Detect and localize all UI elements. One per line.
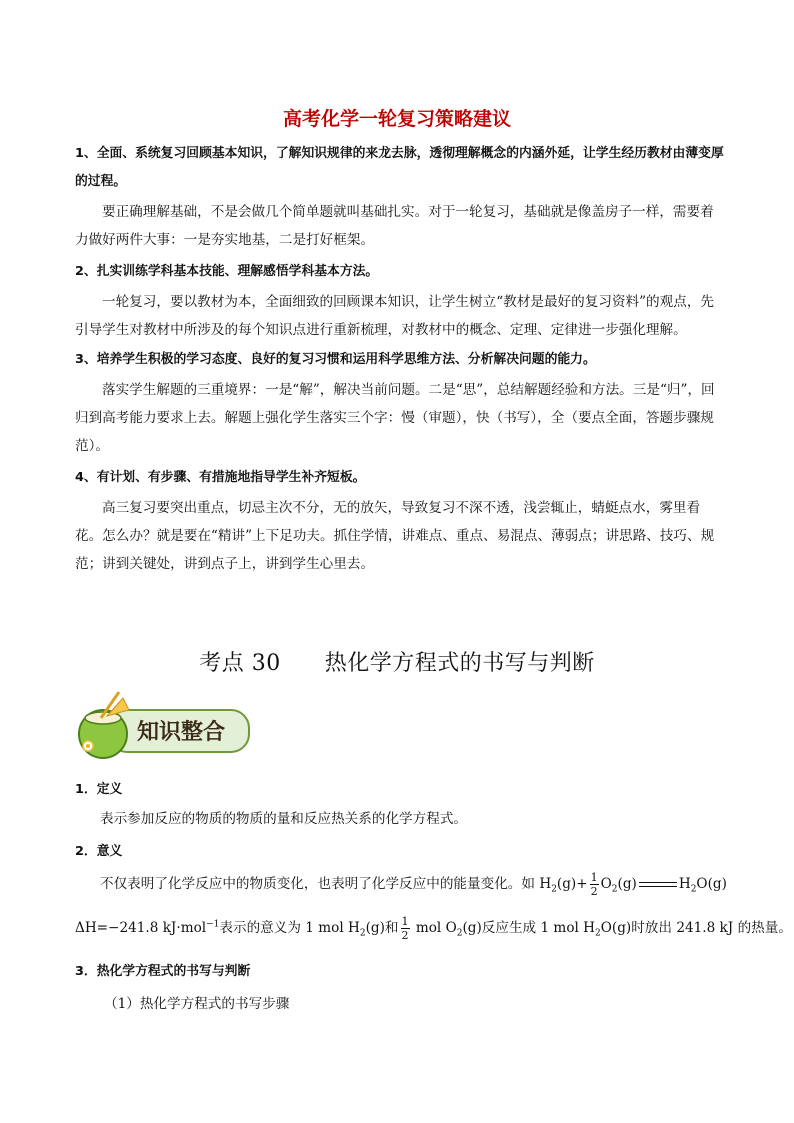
strategy-heading-2: 2、扎实训练学科基本技能、理解感悟学科基本方法。 <box>75 264 379 279</box>
strategy-body-2: 一轮复习，要以教材为本，全面细致的回顾课本知识，让学生树立“教材是最好的复习资料”的观点，先引导学生对教材中所涉及的每个知识点进行重新梳理，对教材中的概念、定理、定律进一步强化理解。 <box>75 294 715 338</box>
section-3-heading: 3．热化学方程式的书写与判断 <box>75 964 251 979</box>
flower-center <box>86 744 90 748</box>
badge-label: 知识整合 <box>136 720 226 745</box>
strategy-heading-1: 1、全面、系统复习回顾基本知识，了解知识规律的来龙去脉，透彻理解概念的内涵外延，让学生经历教材由薄变厚的过程。 <box>75 146 724 189</box>
strategy-body-4: 高三复习要突出重点，切忌主次不分，无的放矢，导致复习不深不透，浅尝辄止，蜻蜓点水，雾里看花。怎么办？就是要在“精讲”上下足功夫。抓住学情，讲难点、重点、易混点、薄弱点；讲思路、技巧、规范；讲到关键处，讲到点子上，讲到学生心里去。 <box>75 500 715 572</box>
topic-name: 热化学方程式的书写与判断 <box>324 651 595 676</box>
section-1-heading: 1．定义 <box>75 782 123 797</box>
topic-number: 考点 30 <box>199 651 281 676</box>
section-1-body: 表示参加反应的物质的物质的量和反应热关系的化学方程式。 <box>100 811 468 827</box>
strategy-heading-4: 4、有计划、有步骤、有措施地指导学生补齐短板。 <box>75 470 366 485</box>
strategy-heading-3: 3、培养学生积极的学习态度、良好的复习习惯和运用科学思维方法、分析解决问题的能力。 <box>75 352 596 367</box>
topic-title <box>0 646 794 677</box>
section-3-subheading: （1）热化学方程式的书写步骤 <box>104 996 290 1012</box>
strategy-body-3: 落实学生解题的三重境界：一是“解”，解决当前问题。二是“思”，总结解题经验和方法。三是“归”，回归到高考能力要求上去。解题上强化学生落实三个字：慢（审题），快（书写），全（要点全面，答题步骤规范）。 <box>75 382 715 454</box>
knowledge-badge <box>71 688 256 762</box>
section-2-heading: 2．意义 <box>75 844 123 859</box>
meaning-line-1: 不仅表明了化学反应中的物质变化，也表明了化学反应中的能量变化。如 $H_2(g)+$ $\frac{1}{2}$ $O_2(g)$ $H_2O(g)$ <box>100 871 727 898</box>
fraction-half-2: $\frac{1}{2}$ <box>401 915 409 942</box>
fraction-half: $\frac{1}{2}$ <box>590 871 598 898</box>
equation-arrow <box>639 882 677 887</box>
page-title: 高考化学一轮复习策略建议 <box>282 108 511 130</box>
meaning-line-2: ΔH=−241.8 kJ·mol$^{-1}$表示的意义为 1 mol $H_2(g)$和 $\frac{1}{2}$ mol $O_2(g)$反应生成 1 mol $H_2O(g)$时放出 241.8 kJ 的热量。 <box>75 915 792 942</box>
strategy-body-1: 要正确理解基础，不是会做几个简单题就叫基础扎实。对于一轮复习，基础就是像盖房子一样，需要着力做好两件大事：一是夯实地基，二是打好框架。 <box>75 204 714 248</box>
